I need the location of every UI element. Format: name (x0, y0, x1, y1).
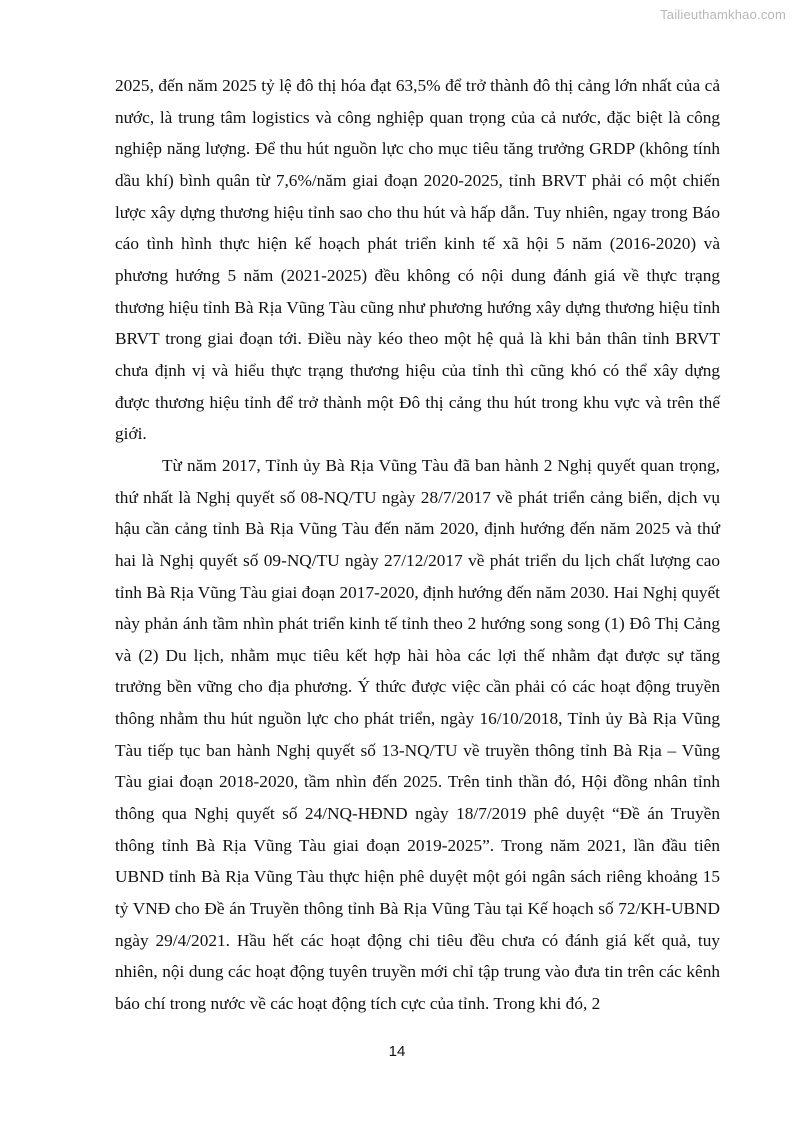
document-body (115, 70, 720, 1020)
paragraph: Từ năm 2017, Tỉnh ủy Bà Rịa Vũng Tàu đã ban hành 2 Nghị quyết quan trọng, thứ nhất là Nghị quyết số 08-NQ/TU ngày 28/7/2017 về phát triển cảng biển, dịch vụ hậu cần cảng tỉnh Bà Rịa Vũng Tàu đến năm 2020, định hướng đến năm 2025 và thứ hai là Nghị quyết số 09-NQ/TU ngày 27/12/2017 về phát triển du lịch chất lượng cao tỉnh Bà Rịa Vũng Tàu giai đoạn 2017-2020, định hướng đến năm 2030. Hai Nghị quyết này phản ánh tầm nhìn phát triển kinh tế tỉnh theo 2 hướng song song (1) Đô Thị Cảng và (2) Du lịch, nhằm mục tiêu kết hợp hài hòa các lợi thế nhằm đạt được sự tăng trưởng bền vững cho địa phương. Ý thức được việc cần phải có các hoạt động truyền thông nhằm thu hút nguồn lực cho phát triển, ngày 16/10/2018, Tỉnh ủy Bà Rịa Vũng Tàu tiếp tục ban hành Nghị quyết số 13-NQ/TU về truyền thông tỉnh Bà Rịa – Vũng Tàu giai đoạn 2018-2020, tầm nhìn đến 2025. Trên tinh thần đó, Hội đồng nhân tỉnh thông qua Nghị quyết số 24/NQ-HĐND ngày 18/7/2019 phê duyệt “Đề án Truyền thông tỉnh Bà Rịa Vũng Tàu giai đoạn 2019-2025”. Trong năm 2021, lần đầu tiên UBND tỉnh Bà Rịa Vũng Tàu thực hiện phê duyệt một gói ngân sách riêng khoảng 15 tỷ VNĐ cho Đề án Truyền thông tỉnh Bà Rịa Vũng Tàu tại Kế hoạch số 72/KH-UBND ngày 29/4/2021. Hầu hết các hoạt động chi tiêu đều chưa có đánh giá kết quả, tuy nhiên, nội dung các hoạt động tuyên truyền mới chỉ tập trung vào đưa tin trên các kênh báo chí trong nước về các hoạt động tích cực của tỉnh. Trong khi đó, 2 (115, 455, 720, 1014)
paragraph-continued: 2025, đến năm 2025 tỷ lệ đô thị hóa đạt 63,5% để trở thành đô thị cảng lớn nhất của cả nước, là trung tâm logistics và công nghiệp quan trọng của cả nước, đặc biệt là công nghiệp năng lượng. Để thu hút nguồn lực cho mục tiêu tăng trưởng GRDP (không tính dầu khí) bình quân từ 7,6%/năm giai đoạn 2020-2025, tỉnh BRVT phải có một chiến lược xây dựng thương hiệu tỉnh sao cho thu hút và hấp dẫn. Tuy nhiên, ngay trong Báo cáo tình hình thực hiện kế hoạch phát triển kinh tế xã hội 5 năm (2016-2020) và phương hướng 5 năm (2021-2025) đều không có nội dung đánh giá về thực trạng thương hiệu tỉnh Bà Rịa Vũng Tàu cũng như phương hướng xây dựng thương hiệu tỉnh BRVT trong giai đoạn tới. Điều này kéo theo một hệ quả là khi bản thân tỉnh BRVT chưa định vị và hiểu thực trạng thương hiệu của tỉnh thì cũng khó có thể xây dựng được thương hiệu tỉnh để trở thành một Đô thị cảng thu hút trong khu vực và trên thế giới. (115, 76, 720, 444)
page-number: 14 (388, 1043, 406, 1060)
watermark: Tailieuthamkhao.com (660, 7, 786, 22)
